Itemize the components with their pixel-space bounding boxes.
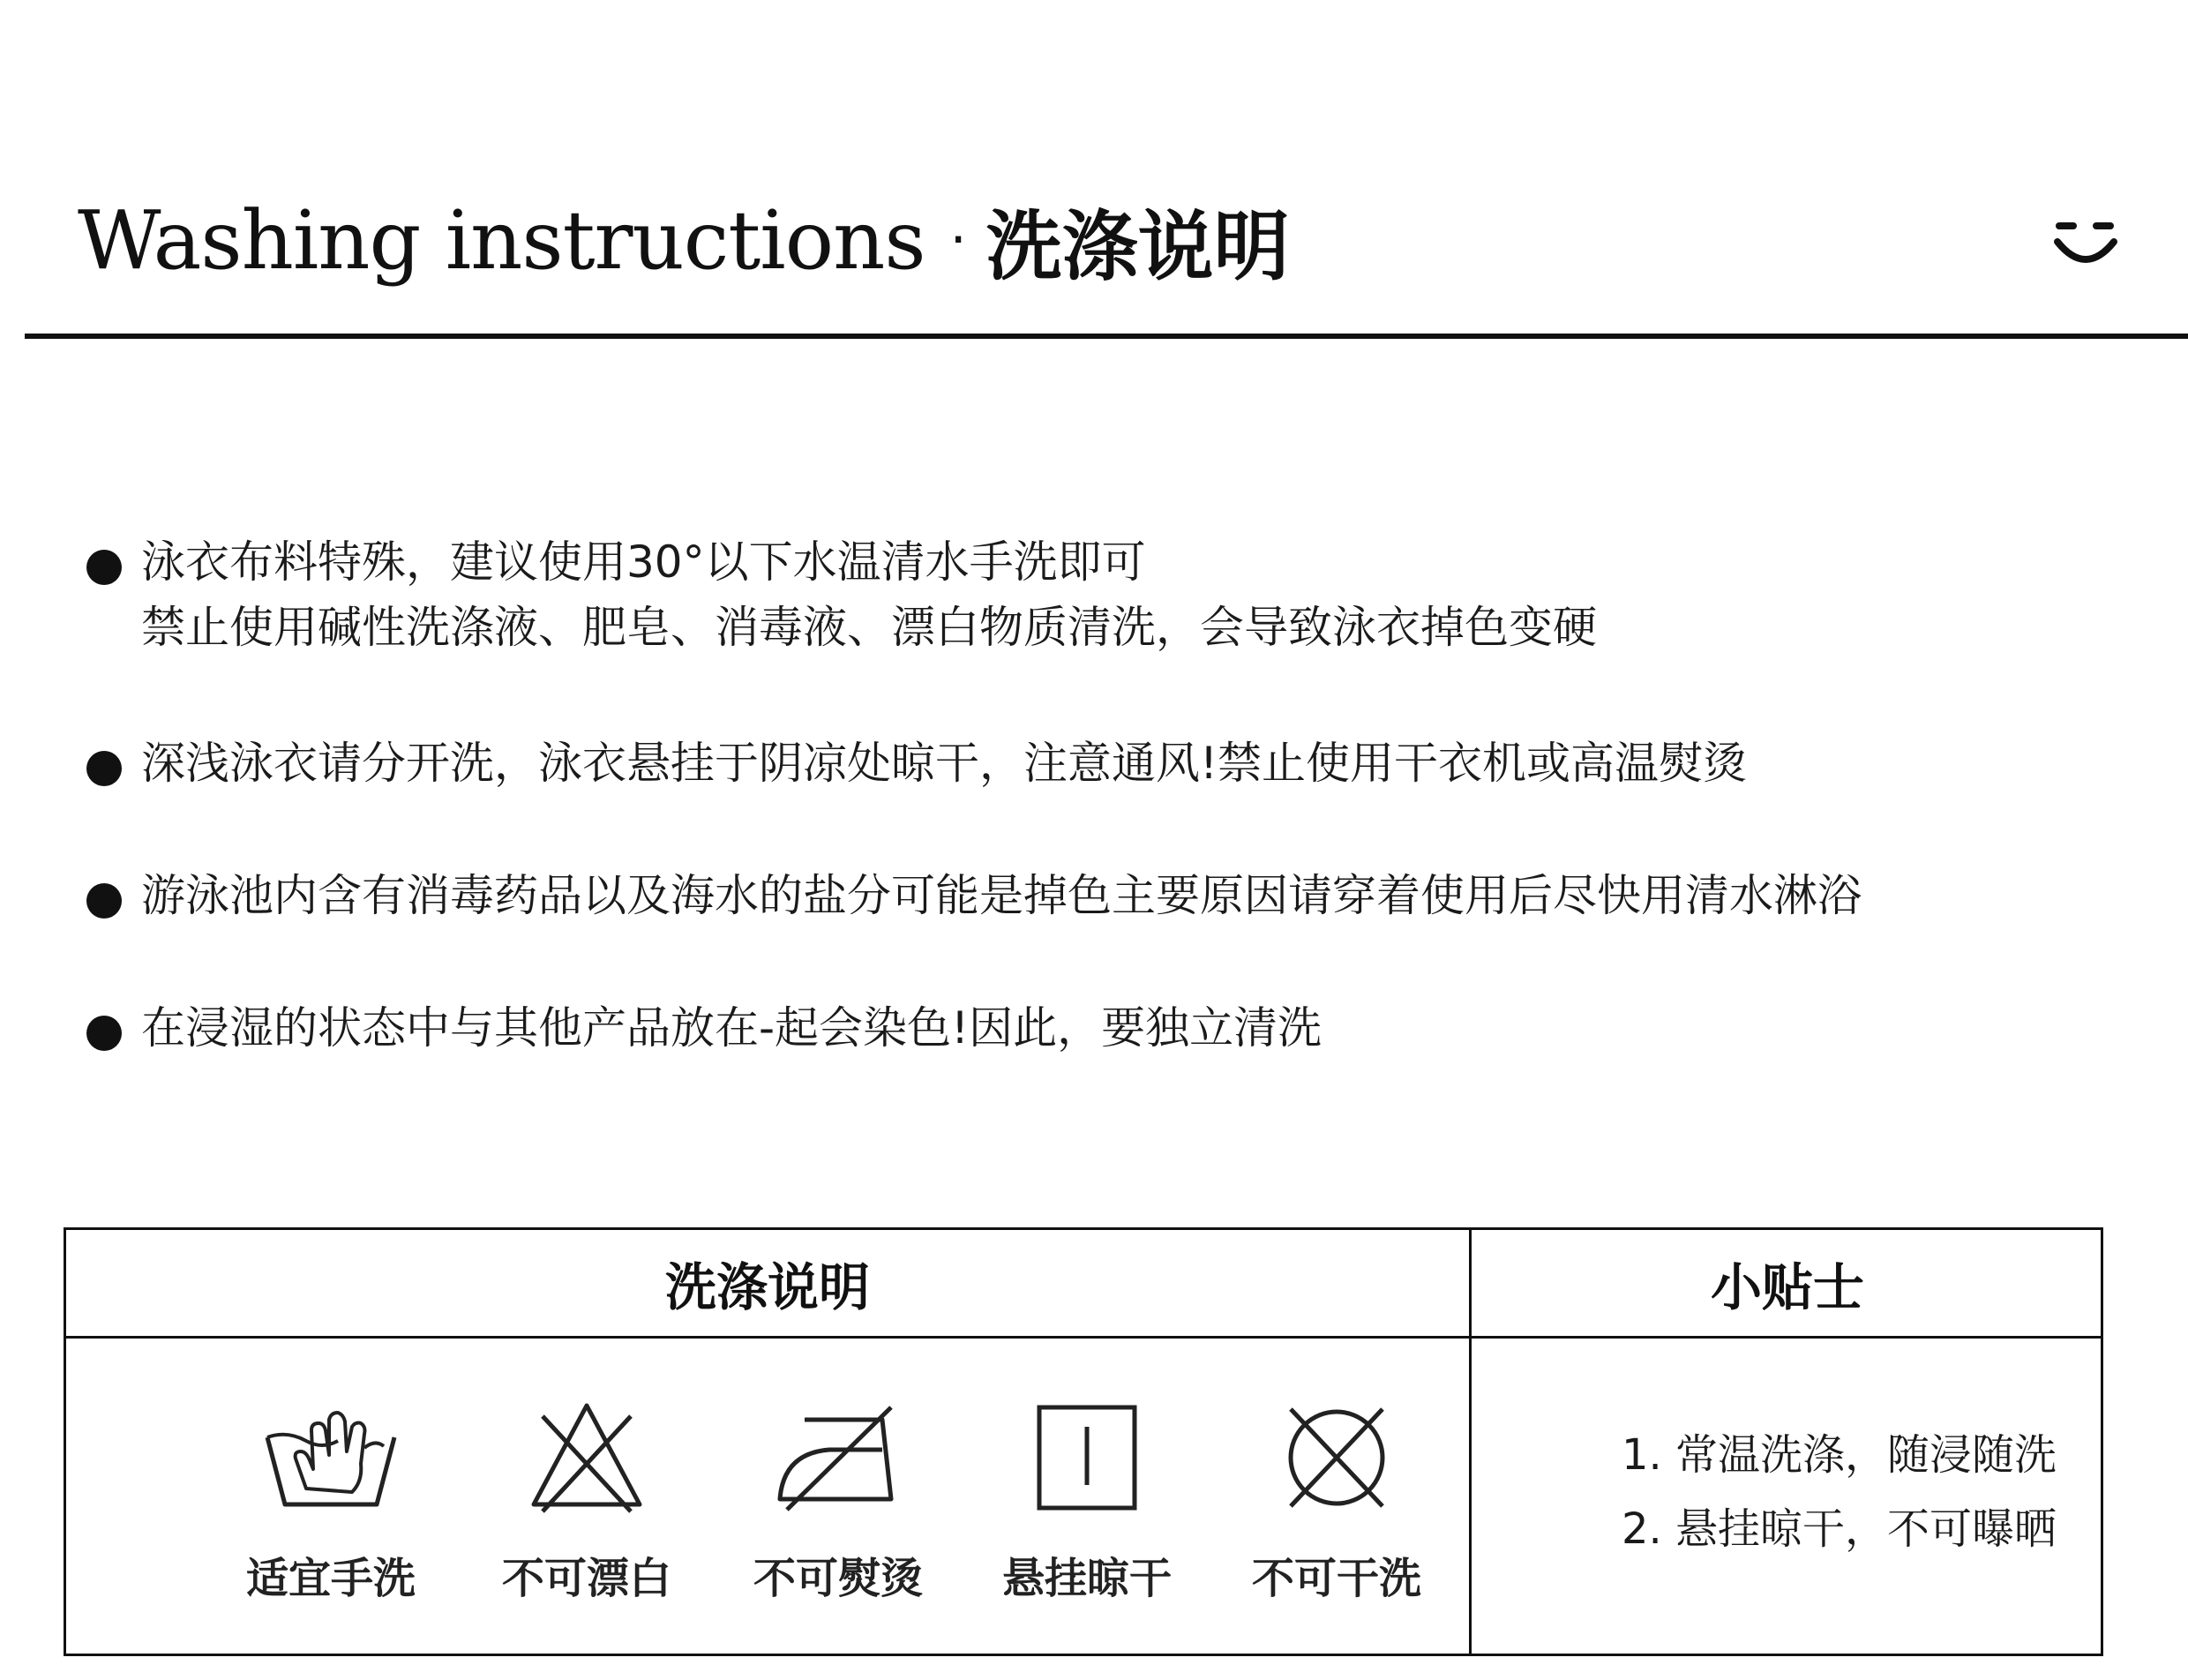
care-symbol-line-dry [972,1339,1202,1656]
note-text: 游泳池内含有消毒药品以及海水的盐分可能是掉色主要原因请穿着使用后尽快用清水淋浴 [141,870,1862,921]
page-title-chinese: 洗涤说明 [985,203,1290,291]
bullet-icon [86,550,122,585]
line-dry-icon [1016,1400,1158,1515]
note-text: 泳衣布料特殊，建议使用30°以下水温清水手洗即可 [141,536,1146,588]
list-item [86,995,2116,1061]
care-symbol-no-iron [723,1339,953,1656]
care-symbol-table [64,1227,2103,1656]
symbol-label: 不可干洗 [1251,1554,1421,1603]
tips-list [1622,1418,2057,1566]
bullet-icon [86,751,122,786]
tip-item: 2. 悬挂晾干，不可曝晒 [1622,1504,2057,1554]
page-title [78,185,1290,295]
note-text: 禁止使用碱性洗涤液、肥皂、消毒液、漂白物质清洗，会导致泳衣掉色变硬 [141,602,1597,653]
care-symbols [66,1339,1469,1656]
page-title-english: Washing instructions [78,192,925,288]
bullet-icon [86,883,122,919]
table-header-tips: 小贴士 [1710,1257,1864,1317]
care-symbol-no-bleach [472,1339,701,1656]
tips-panel [1472,1339,2103,1656]
no-bleach-icon [516,1400,657,1515]
no-iron-icon [768,1400,909,1515]
header-divider [25,334,2188,339]
care-symbol-hand-wash [216,1339,446,1656]
smile-icon [2052,214,2119,275]
title-separator: · [949,209,967,271]
symbol-label: 悬挂晾干 [1001,1554,1172,1603]
bullet-icon [86,1016,122,1051]
header [0,0,2188,340]
symbol-label: 不可熨烫 [753,1554,923,1603]
list-item [86,529,2116,660]
note-text: 深浅泳衣请分开洗，泳衣悬挂于阴凉处晾干，注意通风!禁止使用干衣机或高温熨烫 [141,738,1748,789]
list-item [86,731,2116,796]
tip-item: 1. 常温洗涤，随浸随洗 [1622,1430,2057,1480]
list-item [86,863,2116,928]
table-header-washing: 洗涤说明 [664,1257,870,1317]
hand-wash-icon [260,1400,401,1515]
note-text: 在浸湿的状态中与其他产品放在-起会染色!因此，要独立清洗 [141,1002,1323,1054]
care-notes [86,529,2116,1061]
no-dry-clean-icon [1266,1400,1407,1515]
symbol-label: 适宜手洗 [245,1554,416,1603]
care-symbol-no-dry-clean [1222,1339,1451,1656]
symbol-label: 不可漂白 [501,1554,671,1603]
